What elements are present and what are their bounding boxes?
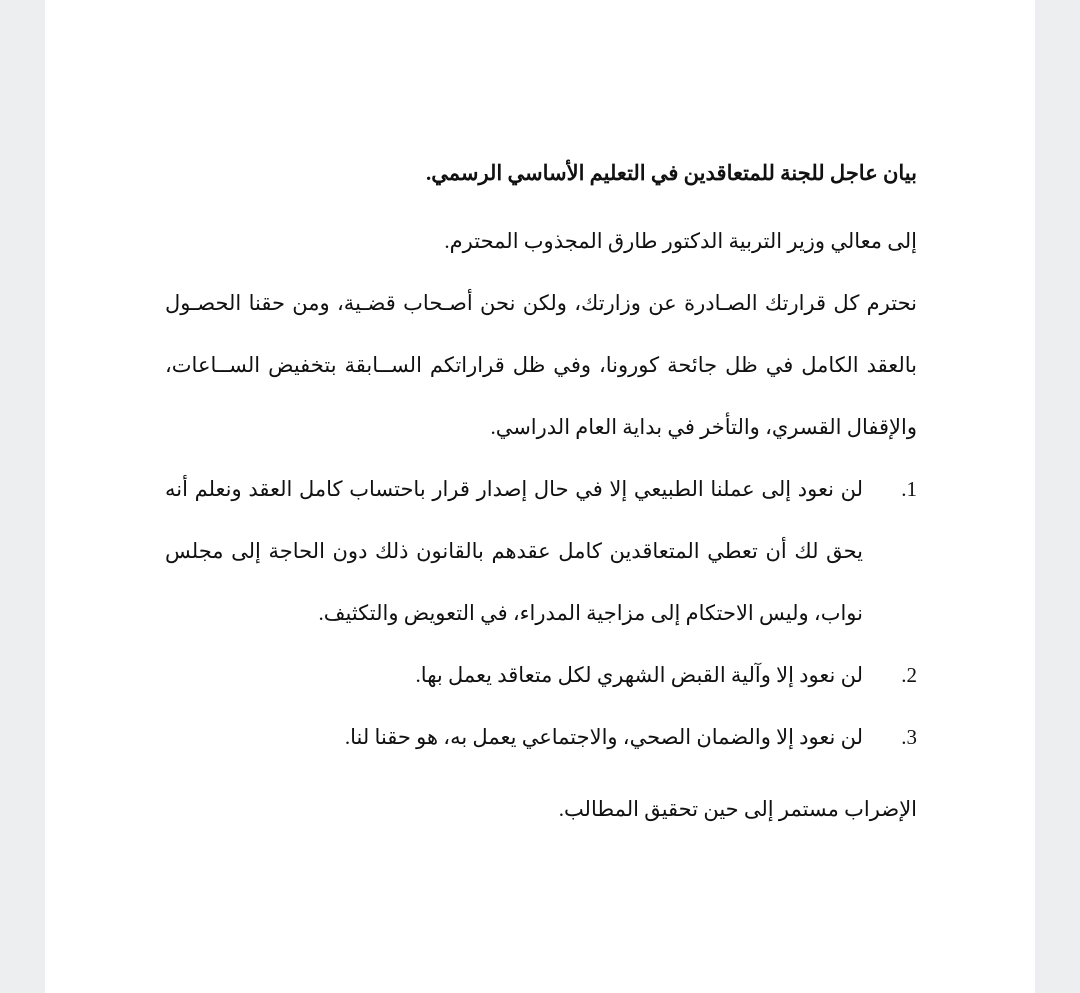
closing-statement: الإضراب مستمر إلى حين تحقيق المطالب. [558,797,917,821]
list-item [165,458,917,644]
list-item-line: لن نعود إلى عملنا الطبيعي إلا في حال إصدار قرار باحتساب كامل العقد ونعلم أنه [165,477,863,501]
list-item-line: نواب، وليس الاحتكام إلى مزاجية المدراء، في التعويض والتكثيف. [318,601,863,625]
list-item-number: 3. [901,725,917,749]
list-item [165,706,917,768]
document-content [165,150,917,840]
intro-line: بالعقد الكامل في ظل جائحة كورونا، وفي ظل قراراتكم الســابقة بتخفيض الســاعات، [165,353,917,377]
intro-line: والإقفال القسري، والتأخر في بداية العام الدراسي. [490,415,917,439]
intro-line: نحترم كل قرارتك الصـادرة عن وزارتك، ولكن نحن أصـحاب قضـية، ومن حقنا الحصـول [165,291,917,315]
list-item-number: 1. [901,477,917,501]
demands-list [165,458,917,768]
intro-paragraph [165,272,917,458]
salutation: إلى معالي وزير التربية الدكتور طارق المجذوب المحترم. [444,229,917,253]
list-item-line: لن نعود إلا وآلية القبض الشهري لكل متعاقد يعمل بها. [415,663,863,687]
document-title: بيان عاجل للجنة للمتعاقدين في التعليم الأساسي الرسمي. [425,161,917,185]
list-item-line: يحق لك أن تعطي المتعاقدين كامل عقدهم بالقانون ذلك دون الحاجة إلى مجلس [165,539,863,563]
document-page [45,0,1035,993]
list-item-line: لن نعود إلا والضمان الصحي، والاجتماعي يعمل به، هو حقنا لنا. [344,725,863,749]
list-item-number: 2. [901,663,917,687]
list-item [165,644,917,706]
